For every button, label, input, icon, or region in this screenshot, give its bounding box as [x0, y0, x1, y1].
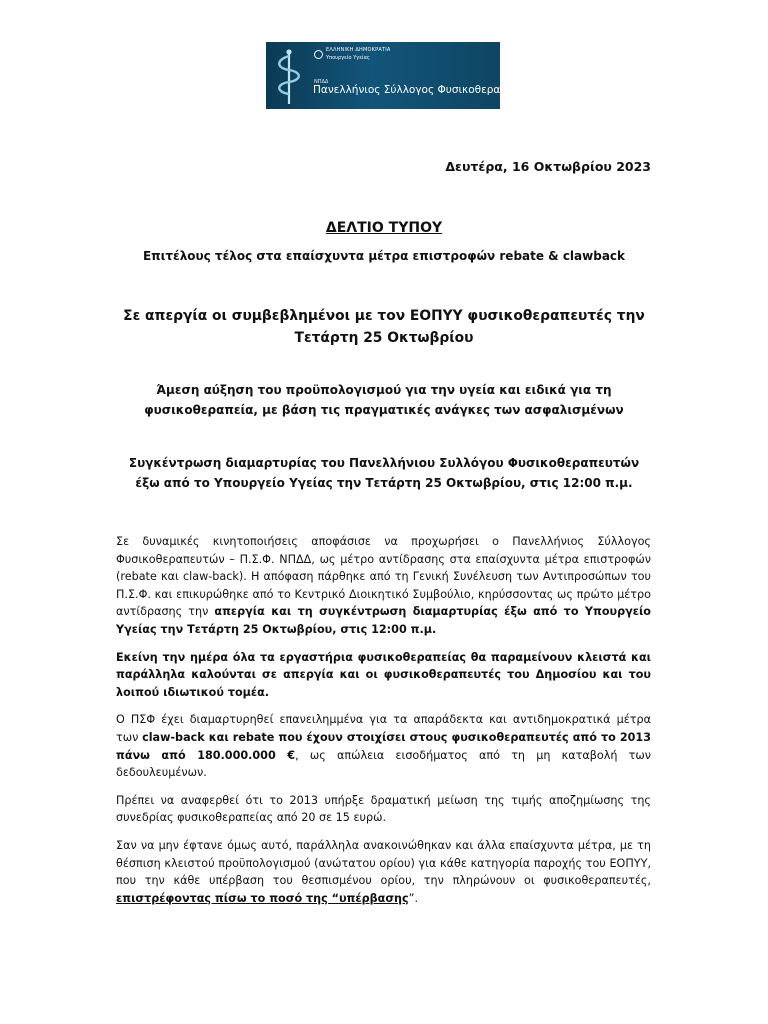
- paragraph-2: Εκείνη την ημέρα όλα τα εργαστήρια φυσικοθεραπείας θα παραμείνουν κλειστά και παράλληλα καλούνται σε απεργία και οι φυσικοθεραπευτές του Δημοσίου και του λοιπού ιδιωτικού τομέα.: [116, 650, 651, 699]
- paragraph-5-bold-underlined: επιστρέφοντας πίσω το ποσό της “υπέρβασης: [116, 891, 409, 905]
- paragraph-1: [116, 533, 651, 639]
- highlight-budget: Άμεση αύξηση του προϋπολογισμού για την υγεία και ειδικά για τη φυσικοθεραπεία, με βάση τις πραγματικές ανάγκες των ασφαλισμένων: [144, 383, 624, 417]
- greek-emblem-icon: [314, 50, 323, 59]
- document-subtitle: Επιτέλους τέλος στα επαίσχυντα μέτρα επιστροφών rebate & clawback: [142, 249, 626, 263]
- paragraph-4: Πρέπει να αναφερθεί ότι το 2013 υπήρξε δραματική μείωση της τιμής αποζημίωσης της συνεδρίας φυσικοθεραπείας από 20 σε 15 ευρώ.: [116, 793, 651, 825]
- paragraph-5-text: Σαν να μην έφτανε όμως αυτό, παράλληλα ανακοινώθηκαν και άλλα επαίσχυντα μέτρα, με τη θέσπιση κλειστού προϋπολογισμού (ανώτατου ορίου) για κάθε κατηγορία παροχής του ΕΟΠΥΥ, που την κάθε υπέρβαση του θεσπισμένου ορίου, την πληρώνουν οι φυσικοθεραπευτές,: [116, 838, 651, 888]
- paragraph-5: [116, 837, 651, 907]
- paragraph-1-text: Σε δυναμικές κινητοποιήσεις αποφάσισε να προχωρήσει ο Πανελλήνιος Σύλλογος Φυσικοθεραπευτών – Π.Σ.Φ. ΝΠΔΔ, ως μέτρο αντίδρασης στα επαίσχυντα μέτρα επιστροφών (rebate και claw-back). Η απόφαση πάρθηκε από τη Γενική Συνέλευση των Αντιπροσώπων του Π.Σ.Φ. και επικυρώθηκε από το Κεντρικό Διοικητικό Συμβούλιο, κηρύσσοντας ως πρώτο μέτρο αντίδρασης την: [116, 535, 651, 619]
- organization-name: Πανελλήνιος Σύλλογος Φυσικοθεραπευτών: [313, 84, 540, 96]
- main-headline: Σε απεργία οι συμβεβλημένοι με τον ΕΟΠΥΥ φυσικοθεραπευτές την Τετάρτη 25 Οκτωβρίου: [123, 308, 645, 346]
- paragraph-3-text-start: Ο ΠΣΦ έχει διαμαρτυρηθεί επανειλημμένα για τα απαράδεκτα και αντιδημοκρατικά μέτρα των: [116, 713, 651, 744]
- paragraph-3: [116, 711, 651, 781]
- highlight-protest: Συγκέντρωση διαμαρτυρίας του Πανελλήνιου Συλλόγου Φυσικοθεραπευτών έξω από το Υπουργείο Υγείας την Τετάρτη 25 Οκτωβρίου, στις 12:00 π.μ.: [128, 456, 640, 490]
- document-title: ΔΕΛΤΙΟ ΤΥΠΟΥ: [325, 220, 443, 236]
- ministry-line: Υπουργείο Υγείας: [326, 55, 370, 61]
- rod-of-asclepius-icon: [272, 46, 306, 106]
- paragraph-5-end: ”.: [408, 891, 419, 905]
- document-body: [116, 533, 651, 917]
- government-line: ΕΛΛΗΝΙΚΗ ΔΗΜΟΚΡΑΤΙΑ: [326, 47, 391, 53]
- paragraph-1-bold: απεργία και τη συγκέντρωση διαμαρτυρίας έξω από το Υπουργείο Υγείας την Τετάρτη 25 Οκτωβρίου, στις 12:00 π.μ.: [116, 605, 651, 636]
- document-date: Δευτέρα, 16 Οκτωβρίου 2023: [445, 159, 651, 174]
- paragraph-3-text-end: , ως απώλεια εισοδήματος από τη μη καταβολή των δεδουλευμένων.: [116, 748, 651, 780]
- paragraph-3-bold: claw-back και rebate που έχουν στοιχίσει στους φυσικοθεραπευτές από το 2013 πάνω από 180.000.000 €: [116, 730, 651, 762]
- organization-logo-banner: [266, 42, 540, 109]
- organization-abbreviation: ΝΠΔΔ: [314, 79, 329, 85]
